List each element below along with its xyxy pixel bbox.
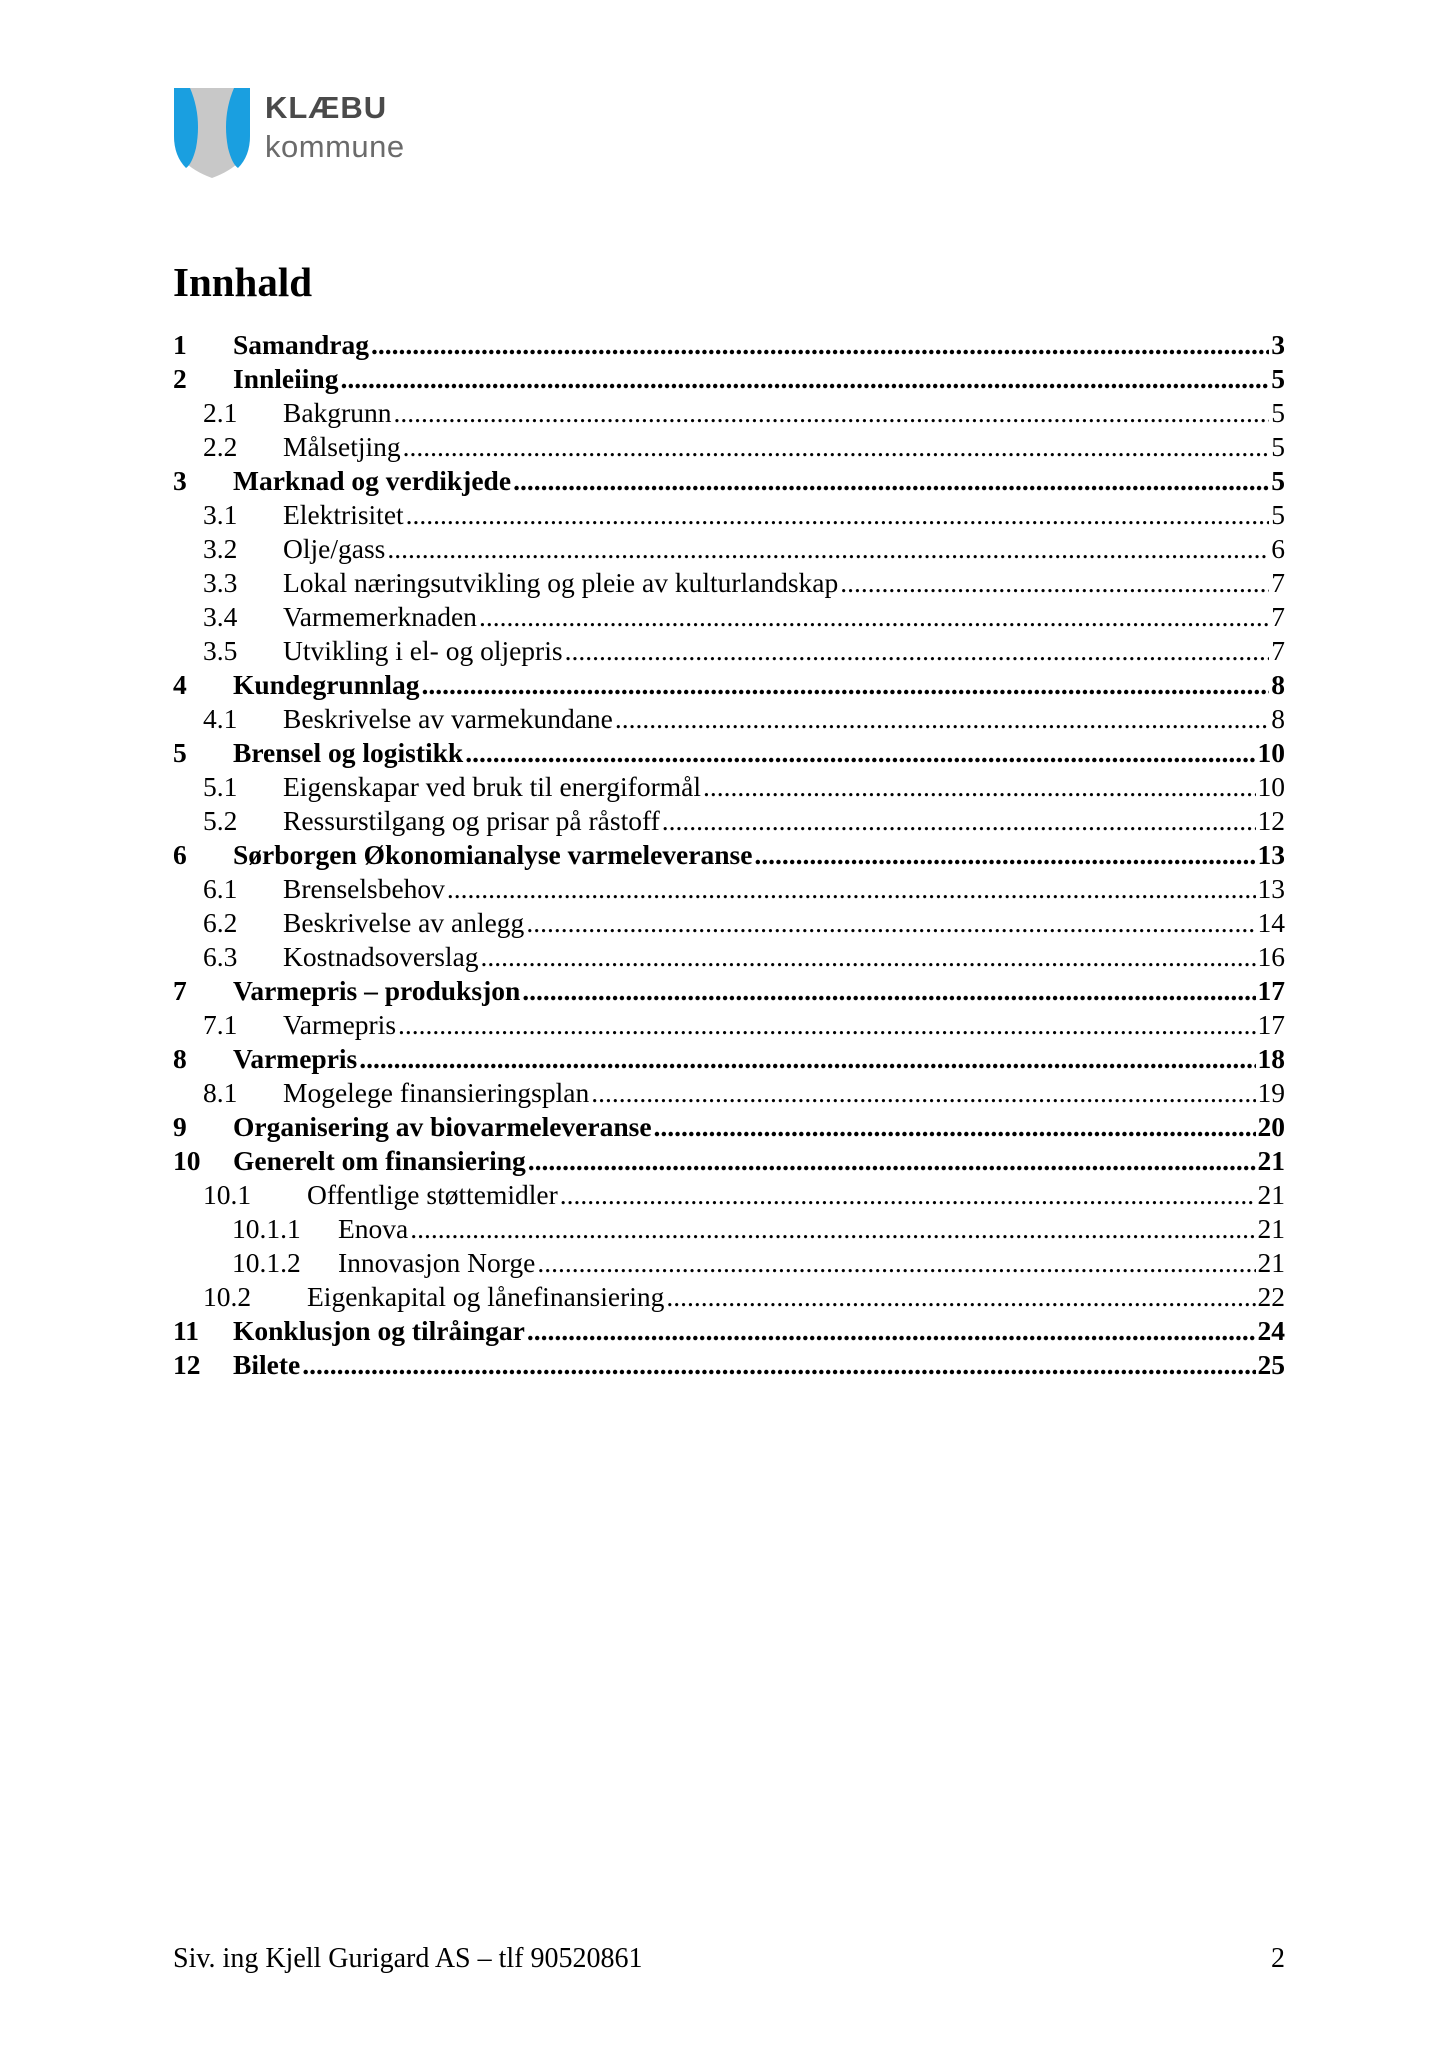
toc-dot-leader bbox=[526, 906, 1255, 940]
toc-entry-page: 5 bbox=[1271, 465, 1285, 496]
toc-entry[interactable] bbox=[173, 430, 1285, 464]
toc-dot-leader bbox=[513, 464, 1269, 498]
toc-entry-number: 10.1.2 bbox=[232, 1247, 301, 1278]
toc-dot-leader bbox=[527, 1314, 1256, 1348]
toc-entry-number: 6.2 bbox=[203, 907, 238, 938]
toc-entry-number: 8.1 bbox=[203, 1077, 238, 1108]
toc-dot-leader bbox=[528, 1144, 1256, 1178]
toc-entry[interactable] bbox=[173, 940, 1285, 974]
toc-entry-page: 10 bbox=[1257, 771, 1285, 802]
toc-dot-leader bbox=[421, 668, 1269, 702]
toc-dot-leader bbox=[387, 532, 1269, 566]
toc-entry-title: Offentlige støttemidler bbox=[307, 1179, 558, 1210]
toc-heading: Innhald bbox=[173, 259, 313, 305]
toc-dot-leader bbox=[302, 1348, 1255, 1382]
toc-entry-title: Brenselsbehov bbox=[283, 873, 445, 904]
toc-entry[interactable] bbox=[173, 1348, 1285, 1382]
toc-dot-leader bbox=[666, 1280, 1255, 1314]
toc-entry-number: 6.1 bbox=[203, 873, 238, 904]
toc-entry-page: 21 bbox=[1257, 1145, 1285, 1176]
toc-entry-title: Varmepris bbox=[233, 1043, 358, 1074]
toc-entry[interactable] bbox=[173, 1008, 1285, 1042]
toc-dot-leader bbox=[754, 838, 1255, 872]
toc-entry[interactable] bbox=[173, 498, 1285, 532]
toc-entry-page: 25 bbox=[1257, 1349, 1285, 1380]
toc-entry-title: Beskrivelse av varmekundane bbox=[283, 703, 613, 734]
toc-entry-title: Generelt om finansiering bbox=[233, 1145, 526, 1176]
toc-entry-page: 8 bbox=[1271, 669, 1285, 700]
toc-entry-number: 2.1 bbox=[203, 397, 238, 428]
toc-entry[interactable] bbox=[173, 600, 1285, 634]
toc-entry[interactable] bbox=[173, 1178, 1285, 1212]
coat-of-arms-icon bbox=[172, 86, 252, 180]
footer-page-number: 2 bbox=[1271, 1943, 1285, 1974]
logo-name: KLÆBU bbox=[265, 90, 388, 125]
toc-dot-leader bbox=[410, 1212, 1255, 1246]
toc-entry[interactable] bbox=[173, 1144, 1285, 1178]
toc-entry-page: 3 bbox=[1271, 329, 1285, 360]
toc-entry-number: 10 bbox=[173, 1145, 201, 1176]
toc-entry-page: 20 bbox=[1257, 1111, 1285, 1142]
toc-entry-number: 6 bbox=[173, 839, 187, 870]
toc-entry-page: 24 bbox=[1257, 1315, 1285, 1346]
toc-entry-page: 14 bbox=[1257, 907, 1285, 938]
toc-entry-number: 3.2 bbox=[203, 533, 238, 564]
toc-dot-leader bbox=[565, 634, 1270, 668]
toc-entry-page: 16 bbox=[1257, 941, 1285, 972]
toc-dot-leader bbox=[662, 804, 1256, 838]
toc-entry-page: 12 bbox=[1257, 805, 1285, 836]
toc-entry-page: 7 bbox=[1271, 567, 1285, 598]
toc-dot-leader bbox=[465, 736, 1255, 770]
toc-dot-leader bbox=[359, 1042, 1255, 1076]
logo-subtitle: kommune bbox=[265, 129, 405, 164]
toc-entry-title: Elektrisitet bbox=[283, 499, 404, 530]
toc-entry-number: 6.3 bbox=[203, 941, 238, 972]
toc-entry[interactable] bbox=[173, 804, 1285, 838]
toc-entry-number: 3.3 bbox=[203, 567, 238, 598]
toc-entry-title: Innleiing bbox=[233, 363, 339, 394]
toc-entry-title: Beskrivelse av anlegg bbox=[283, 907, 525, 938]
toc-entry-title: Ressurstilgang og prisar på råstoff bbox=[283, 805, 660, 836]
toc-entry-page: 13 bbox=[1257, 839, 1285, 870]
toc-entry[interactable] bbox=[173, 1212, 1285, 1246]
toc-entry-number: 1 bbox=[173, 329, 187, 360]
toc-entry[interactable] bbox=[173, 396, 1285, 430]
toc-entry-title: Konklusjon og tilråingar bbox=[233, 1315, 525, 1346]
toc-entry-number: 3.1 bbox=[203, 499, 238, 530]
toc-entry[interactable] bbox=[173, 328, 1285, 362]
toc-entry-title: Bilete bbox=[233, 1349, 301, 1380]
toc-entry-number: 11 bbox=[173, 1315, 199, 1346]
toc-entry-title: Enova bbox=[338, 1213, 409, 1244]
toc-entry-title: Varmepris – produksjon bbox=[233, 975, 521, 1006]
toc-entry-number: 4 bbox=[173, 669, 187, 700]
toc-entry-number: 8 bbox=[173, 1043, 187, 1074]
toc-entry-page: 21 bbox=[1257, 1179, 1285, 1210]
toc-entry-number: 3 bbox=[173, 465, 187, 496]
toc-entry-page: 6 bbox=[1271, 533, 1285, 564]
toc-entry-title: Marknad og verdikjede bbox=[233, 465, 512, 496]
toc-entry[interactable] bbox=[173, 362, 1285, 396]
footer-author: Siv. ing Kjell Gurigard AS – tlf 90520861 bbox=[173, 1943, 643, 1974]
toc-dot-leader bbox=[371, 328, 1269, 362]
toc-entry-number: 12 bbox=[173, 1349, 201, 1380]
toc-entry-number: 2.2 bbox=[203, 431, 238, 462]
toc-dot-leader bbox=[398, 1008, 1255, 1042]
toc-entry[interactable] bbox=[173, 1246, 1285, 1280]
toc-entry[interactable] bbox=[173, 464, 1285, 498]
toc-entry-number: 10.1.1 bbox=[232, 1213, 301, 1244]
toc-dot-leader bbox=[840, 566, 1269, 600]
toc-entry-number: 10.1 bbox=[203, 1179, 252, 1210]
toc-entry-title: Bakgrunn bbox=[283, 397, 392, 428]
toc-entry-number: 5.1 bbox=[203, 771, 238, 802]
toc-entry-title: Kostnadsoverslag bbox=[283, 941, 479, 972]
toc-entry-title: Eigenkapital og lånefinansiering bbox=[307, 1281, 665, 1312]
toc-entry[interactable] bbox=[173, 906, 1285, 940]
toc-entry[interactable] bbox=[173, 838, 1285, 872]
toc-entry[interactable] bbox=[173, 566, 1285, 600]
toc-entry-page: 18 bbox=[1257, 1043, 1285, 1074]
toc-entry[interactable] bbox=[173, 1280, 1285, 1314]
toc-dot-leader bbox=[481, 940, 1256, 974]
toc-entry[interactable] bbox=[173, 1076, 1285, 1110]
toc-dot-leader bbox=[537, 1246, 1255, 1280]
toc-entry-title: Olje/gass bbox=[283, 533, 386, 564]
toc-entry-page: 7 bbox=[1271, 635, 1285, 666]
toc-entry-number: 4.1 bbox=[203, 703, 238, 734]
toc-entry-page: 13 bbox=[1257, 873, 1285, 904]
toc-dot-leader bbox=[479, 600, 1269, 634]
toc-entry-title: Målsetjing bbox=[283, 431, 401, 462]
toc-entry-title: Mogelege finansieringsplan bbox=[283, 1077, 590, 1108]
toc-entry-number: 9 bbox=[173, 1111, 187, 1142]
toc-entry-title: Lokal næringsutvikling og pleie av kulturlandskap bbox=[283, 567, 839, 598]
toc-dot-leader bbox=[591, 1076, 1255, 1110]
toc-entry-number: 5.2 bbox=[203, 805, 238, 836]
toc-entry-number: 10.2 bbox=[203, 1281, 252, 1312]
toc-entry-title: Innovasjon Norge bbox=[338, 1247, 536, 1278]
toc-entry[interactable] bbox=[173, 1110, 1285, 1144]
toc-entry-title: Sørborgen Økonomianalyse varmeleveranse bbox=[233, 839, 753, 870]
toc-entry[interactable] bbox=[173, 634, 1285, 668]
toc-entry-page: 5 bbox=[1271, 431, 1285, 462]
municipality-logo bbox=[172, 86, 432, 186]
toc-dot-leader bbox=[522, 974, 1255, 1008]
toc-dot-leader bbox=[703, 770, 1256, 804]
toc-entry-page: 17 bbox=[1257, 975, 1285, 1006]
toc-dot-leader bbox=[340, 362, 1269, 396]
toc-entry-title: Eigenskapar ved bruk til energiformål bbox=[283, 771, 701, 802]
toc-entry[interactable] bbox=[173, 736, 1285, 770]
toc-dot-leader bbox=[654, 1110, 1256, 1144]
toc-entry-page: 19 bbox=[1257, 1077, 1285, 1108]
toc-entry-page: 5 bbox=[1271, 499, 1285, 530]
toc-entry-title: Organisering av biovarmeleveranse bbox=[233, 1111, 652, 1142]
toc-dot-leader bbox=[406, 498, 1270, 532]
toc-entry[interactable] bbox=[173, 770, 1285, 804]
toc-entry-number: 3.5 bbox=[203, 635, 238, 666]
toc-entry[interactable] bbox=[173, 872, 1285, 906]
toc-entry-title: Kundegrunnlag bbox=[233, 669, 420, 700]
toc-entry-page: 7 bbox=[1271, 601, 1285, 632]
logo-text bbox=[265, 92, 405, 162]
toc-entry-page: 10 bbox=[1257, 737, 1285, 768]
toc-dot-leader bbox=[403, 430, 1270, 464]
toc-entry-number: 7.1 bbox=[203, 1009, 238, 1040]
page-footer bbox=[173, 1942, 1285, 1976]
toc-entry[interactable] bbox=[173, 702, 1285, 736]
toc-entry-page: 17 bbox=[1257, 1009, 1285, 1040]
toc-dot-leader bbox=[447, 872, 1256, 906]
toc-entry-number: 5 bbox=[173, 737, 187, 768]
toc-dot-leader bbox=[615, 702, 1269, 736]
toc-entry[interactable] bbox=[173, 668, 1285, 702]
toc-dot-leader bbox=[560, 1178, 1256, 1212]
toc-entry-page: 5 bbox=[1271, 397, 1285, 428]
table-of-contents bbox=[173, 328, 1285, 1382]
toc-entry-page: 22 bbox=[1257, 1281, 1285, 1312]
toc-entry[interactable] bbox=[173, 1042, 1285, 1076]
toc-entry-number: 3.4 bbox=[203, 601, 238, 632]
toc-entry-page: 21 bbox=[1257, 1213, 1285, 1244]
toc-entry-title: Varmemerknaden bbox=[283, 601, 477, 632]
toc-entry-number: 7 bbox=[173, 975, 187, 1006]
toc-entry-title: Utvikling i el- og oljepris bbox=[283, 635, 563, 666]
toc-entry[interactable] bbox=[173, 1314, 1285, 1348]
toc-entry-page: 8 bbox=[1271, 703, 1285, 734]
toc-entry[interactable] bbox=[173, 532, 1285, 566]
toc-entry-title: Samandrag bbox=[233, 329, 369, 360]
toc-entry-title: Varmepris bbox=[283, 1009, 397, 1040]
toc-entry-page: 21 bbox=[1257, 1247, 1285, 1278]
toc-entry-number: 2 bbox=[173, 363, 187, 394]
toc-entry-title: Brensel og logistikk bbox=[233, 737, 464, 768]
toc-entry[interactable] bbox=[173, 974, 1285, 1008]
toc-dot-leader bbox=[393, 396, 1269, 430]
toc-entry-page: 5 bbox=[1271, 363, 1285, 394]
